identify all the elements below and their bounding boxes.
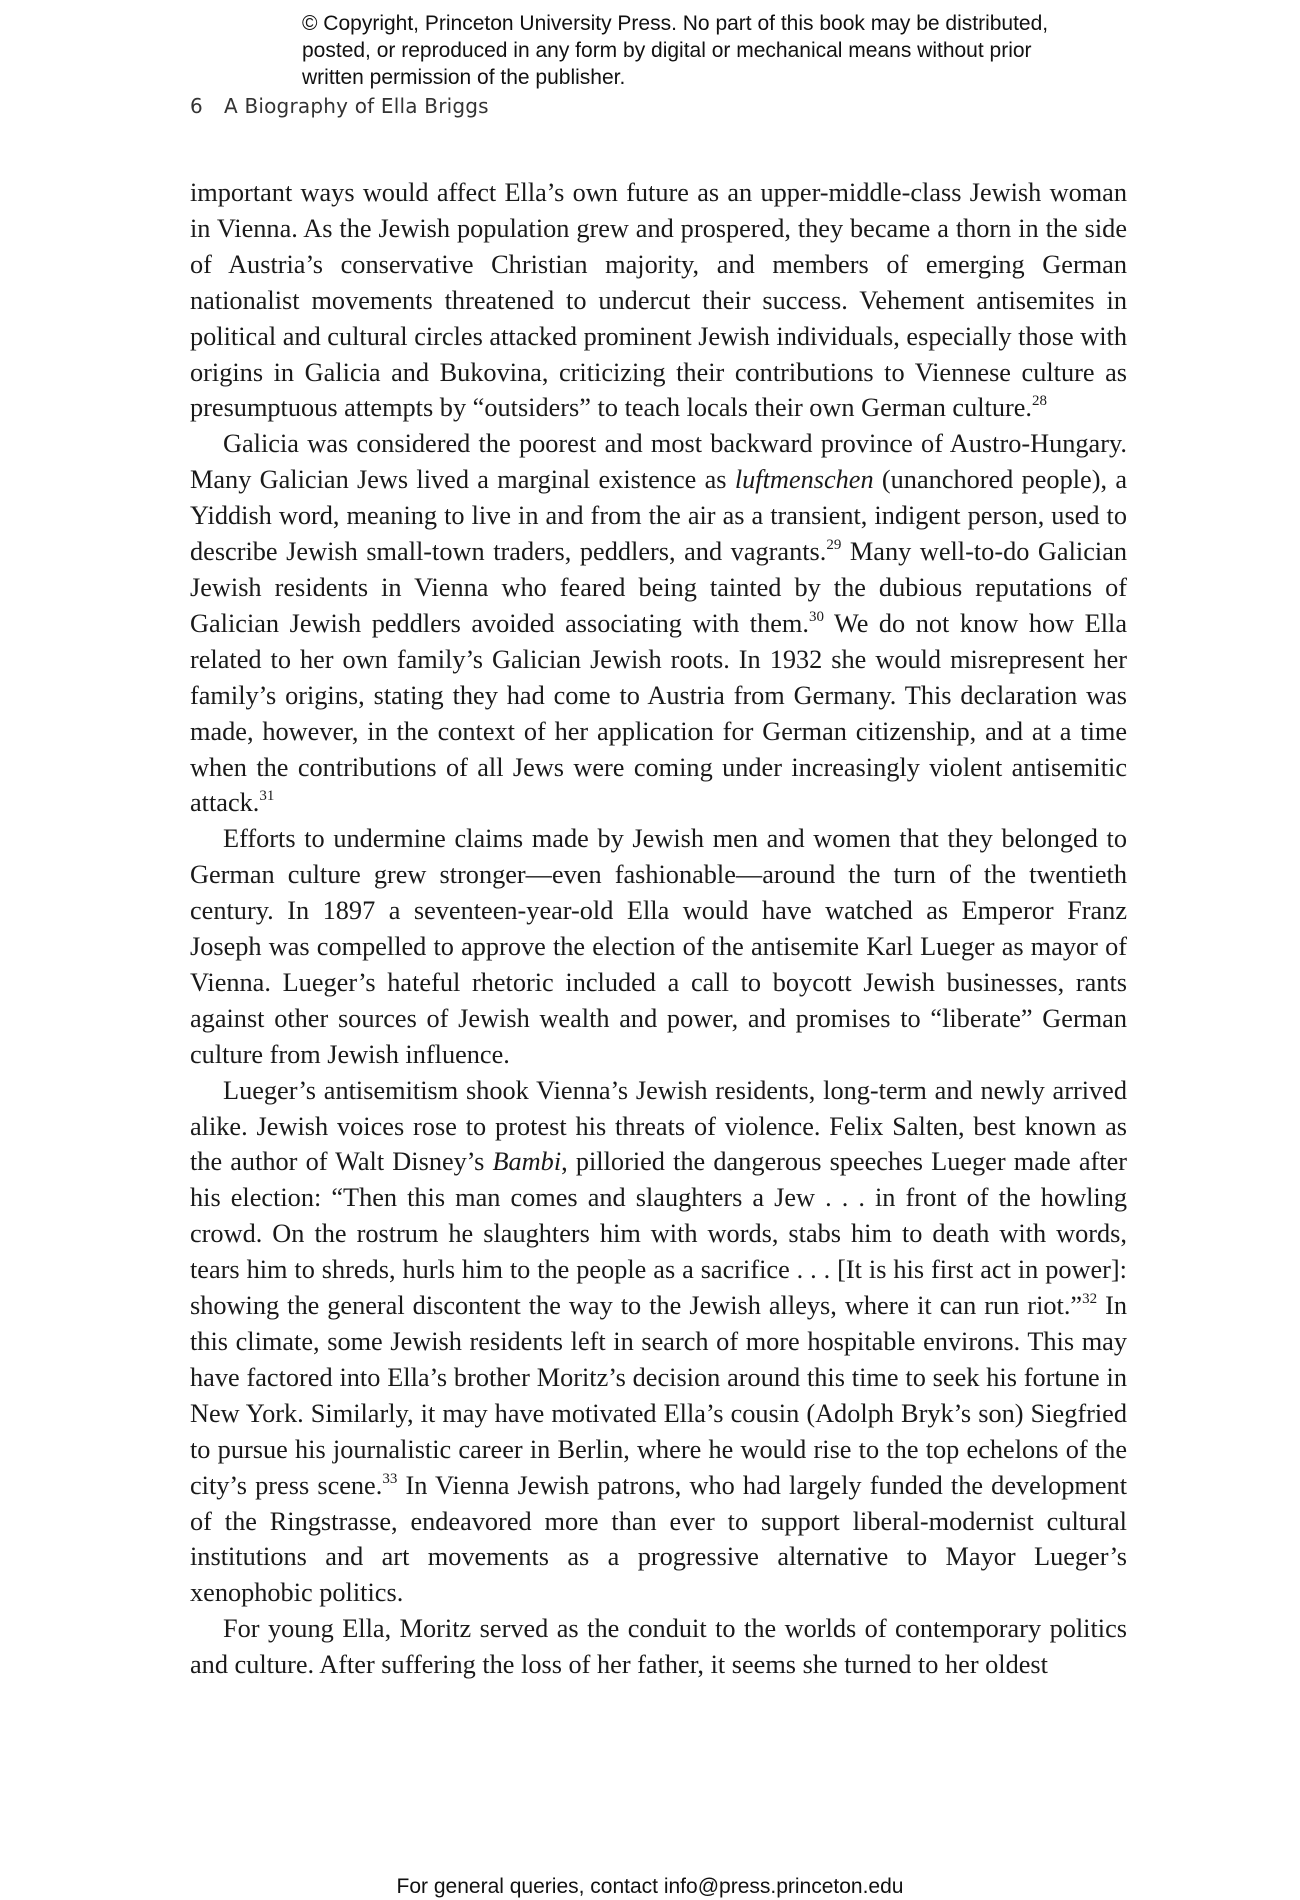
text-run: (unanchored people), a Yiddish word, meaning to live in and from the air as a transient, indigent person, used to describe Jewish small-town traders, peddlers, and vagrants. bbox=[190, 465, 1127, 567]
footnote-ref: 31 bbox=[259, 788, 275, 805]
paragraph bbox=[190, 1611, 1127, 1683]
paragraph bbox=[190, 821, 1127, 1072]
text-run: , pilloried the dangerous speeches Lueger made after his election: “Then this man comes and slaughters a Jew . . . in front of the howling crowd. On the rostrum he slaughters him with words, stabs him to death with words, tears him to shreds, hurls him to the people as a sacrifice . . . [It is his first act in power]: showing the general discontent the way to the Jewish alleys, where it can run riot.” bbox=[190, 1147, 1127, 1321]
footnote-ref: 32 bbox=[1082, 1291, 1098, 1308]
text-run: important ways would affect Ella’s own future as an upper-middle-class Jewish woman in Vienna. As the Jewish population grew and prospered, they became a thorn in the side of Austria’s conservative Christian majority, and members of emerging German nationalist movements threatened to undercut their success. Vehement antisemites in political and cultural circles attacked prominent Jewish individuals, especially those with origins in Galicia and Bukovina, criticizing their contributions to Viennese culture as presumptuous attempts by “outsiders” to teach locals their own German culture. bbox=[190, 178, 1127, 423]
italic-term: Bambi bbox=[492, 1147, 562, 1177]
text-run: For young Ella, Moritz served as the conduit to the worlds of contemporary politics and culture. After suffering the loss of her father, it seems she turned to her oldest bbox=[190, 1614, 1127, 1680]
footnote-ref: 28 bbox=[1032, 393, 1048, 410]
paragraph bbox=[190, 1073, 1127, 1612]
text-run: Lueger’s antisemitism shook Vienna’s Jewish residents, long-term and newly arrived alike. Jewish voices rose to protest his threats of violence. Felix Salten, best known as the author of Walt Disney’s bbox=[190, 1075, 1127, 1177]
running-head bbox=[190, 94, 489, 118]
italic-term: luftmenschen bbox=[734, 465, 874, 495]
footer-contact: For general queries, contact info@press.princeton.edu bbox=[396, 1875, 904, 1898]
paragraph bbox=[190, 426, 1127, 821]
text-run: In this climate, some Jewish residents left in search of more hospitable environs. This may have factored into Ella’s brother Moritz’s decision around this time to seek his fortune in New York. Similarly, it may have motivated Ella’s cousin (Adolph Bryk’s son) Siegfried to pursue his journalistic career in Berlin, where he would rise to the top echelons of the city’s press scene. bbox=[190, 1291, 1127, 1500]
text-run: Galicia was considered the poorest and most backward province of Austro-Hungary. Many Galician Jews lived a marginal existence as bbox=[190, 429, 1127, 495]
copyright-notice: © Copyright, Princeton University Press. No part of this book may be distributed, posted, or reproduced in any form by digital or mechanical means without prior written permission of the publisher. bbox=[302, 12, 1049, 89]
body-text bbox=[190, 175, 1127, 1683]
footnote-ref: 30 bbox=[808, 608, 824, 625]
text-run: We do not know how Ella related to her own family’s Galician Jewish roots. In 1932 she would misrepresent her family’s origins, stating they had come to Austria from Germany. This declaration was made, however, in the context of her application for German citizenship, and at a time when the contributions of all Jews were coming under increasingly violent antisemitic attack. bbox=[190, 608, 1128, 818]
text-run: In Vienna Jewish patrons, who had largely funded the development of the Ringstrasse, endeavored more than ever to support liberal-modernist cultural institutions and art movements as a progressive alternative to Mayor Lueger’s xenophobic politics. bbox=[190, 1470, 1128, 1608]
book-title: A Biography of Ella Briggs bbox=[224, 94, 489, 118]
footnote-ref: 33 bbox=[382, 1470, 398, 1487]
page-number: 6 bbox=[190, 94, 203, 118]
text-run: Many well-to-do Galician Jewish residents in Vienna who feared being tainted by the dubious reputations of Galician Jewish peddlers avoided associating with them. bbox=[190, 537, 1128, 638]
paragraph bbox=[190, 175, 1127, 426]
text-run: Efforts to undermine claims made by Jewish men and women that they belonged to German culture grew stronger—even fashionable—around the turn of the twentieth century. In 1897 a seventeen-year-old Ella would have watched as Emperor Franz Joseph was compelled to approve the election of the antisemite Karl Lueger as mayor of Vienna. Lueger’s hateful rhetoric included a call to boycott Jewish businesses, rants against other sources of Jewish wealth and power, and promises to “liberate” German culture from Jewish influence. bbox=[190, 824, 1127, 1069]
footnote-ref: 29 bbox=[826, 537, 842, 554]
